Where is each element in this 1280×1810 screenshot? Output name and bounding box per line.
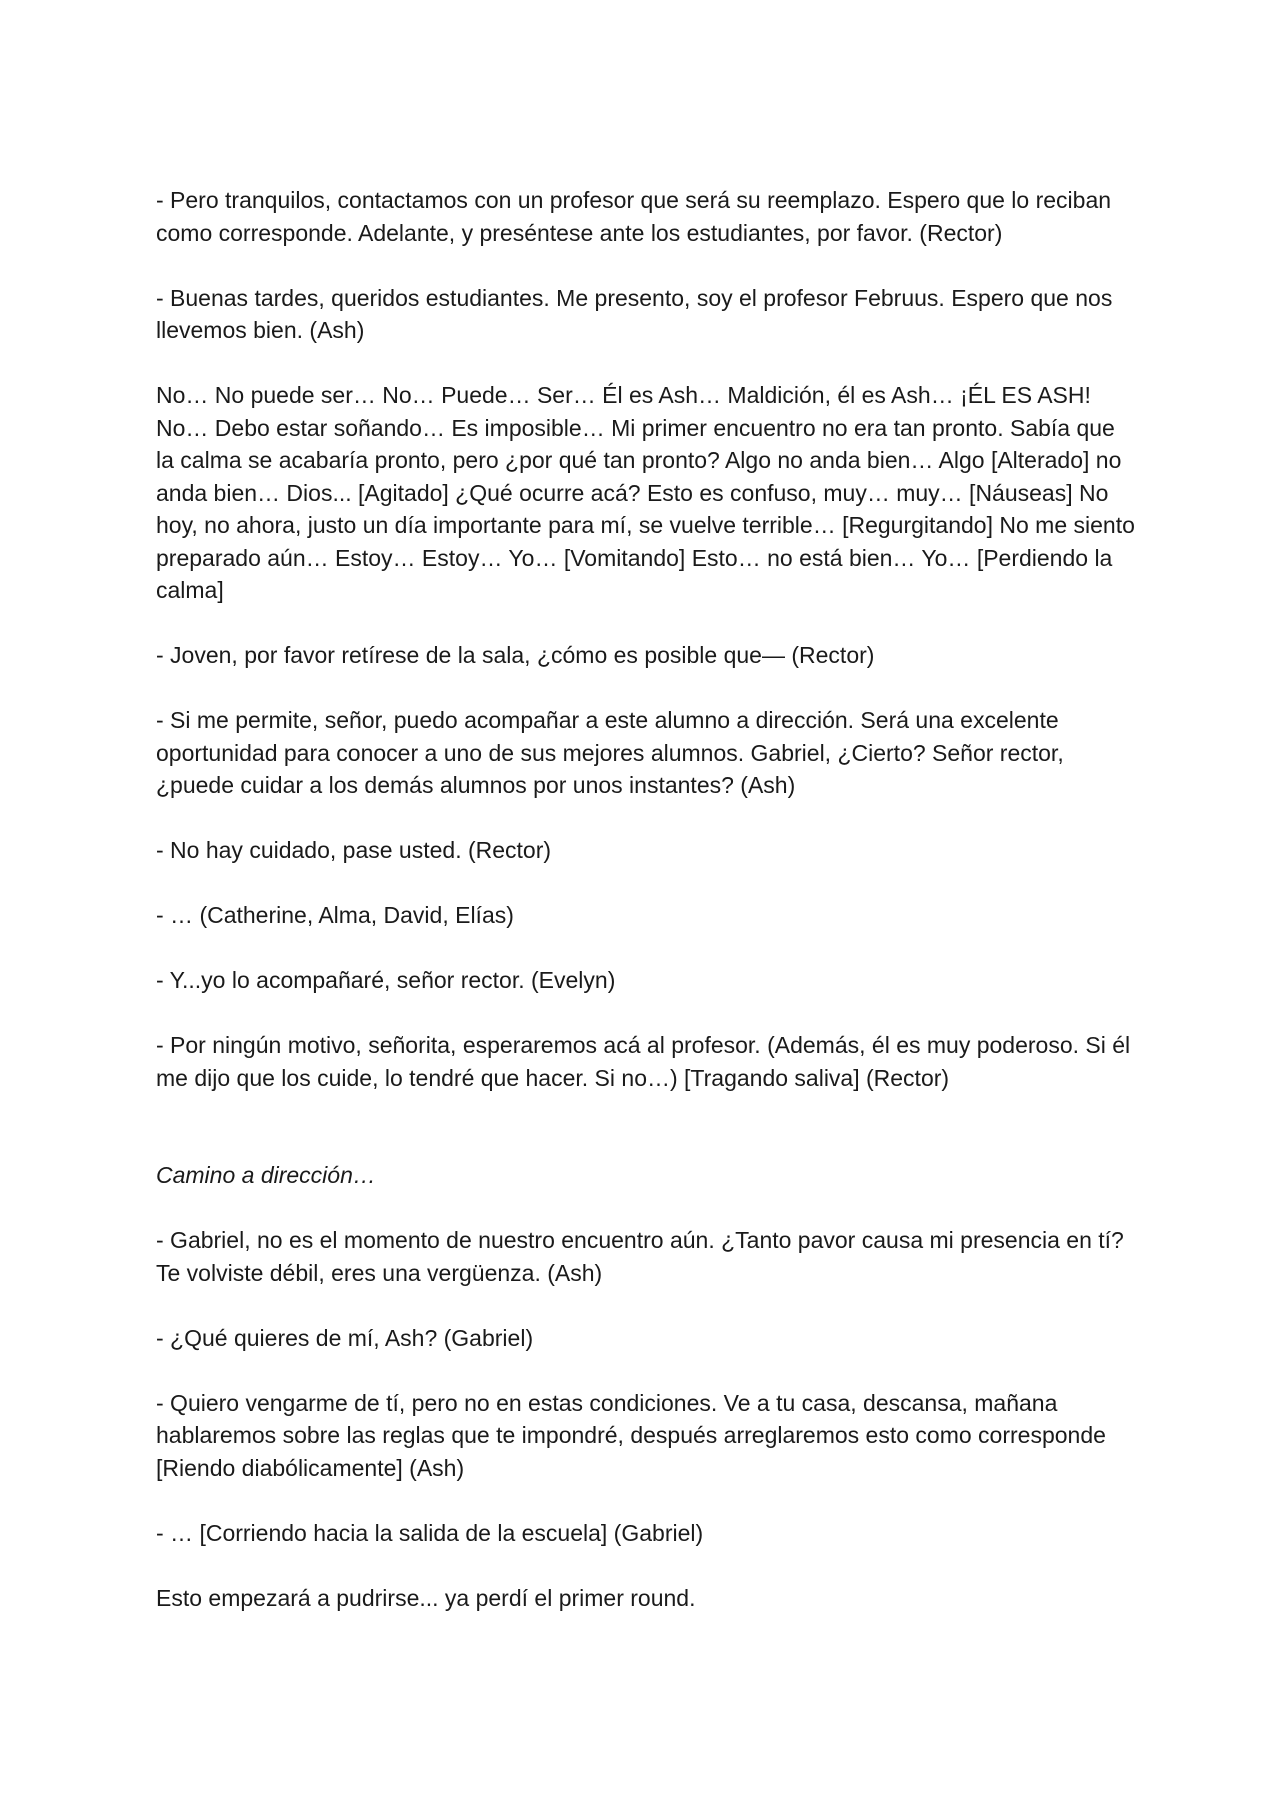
dialogue-paragraph: - Quiero vengarme de tí, pero no en estas condiciones. Ve a tu casa, descansa, mañana hablaremos sobre las reglas que te impondré, después arreglaremos esto como corresponde [Riendo diabólicamente] (Ash) [156, 1389, 1106, 1481]
dialogue-paragraph: - Buenas tardes, queridos estudiantes. Me presento, soy el profesor Februus. Espero que nos llevemos bien. (Ash) [156, 284, 1113, 343]
dialogue-paragraph: - Pero tranquilos, contactamos con un profesor que será su reemplazo. Espero que lo reciban como corresponde. Adelante, y preséntese ante los estudiantes, por favor. (Rector) [156, 187, 1112, 246]
dialogue-paragraph: - … (Catherine, Alma, David, Elías) [156, 902, 514, 928]
dialogue-paragraph: - Si me permite, señor, puedo acompañar a este alumno a dirección. Será una excelente oportunidad para conocer a uno de sus mejores alumnos. Gabriel, ¿Cierto? Señor rector, ¿puede cuidar a los demás alumnos por unos instantes? (Ash) [156, 707, 1064, 798]
dialogue-paragraph: - Joven, por favor retírese de la sala, ¿cómo es posible que— (Rector) [156, 642, 875, 668]
narration-paragraph: Esto empezará a pudrirse... ya perdí el primer round. [156, 1584, 696, 1611]
dialogue-paragraph: - Y...yo lo acompañaré, señor rector. (Evelyn) [156, 967, 616, 993]
dialogue-paragraph: - ¿Qué quieres de mí, Ash? (Gabriel) [156, 1324, 534, 1351]
document-body [156, 184, 1136, 1647]
scene-heading: Camino a dirección… [156, 1162, 376, 1188]
dialogue-paragraph: - No hay cuidado, pase usted. (Rector) [156, 837, 552, 863]
dialogue-paragraph: - Por ningún motivo, señorita, esperaremos acá al profesor. (Además, él es muy poderoso. Si él me dijo que los cuide, lo tendré que hacer. Si no…) [Tragando saliva] (Rector) [156, 1032, 1131, 1091]
narration-paragraph: No… No puede ser… No… Puede… Ser… Él es Ash… Maldición, él es Ash… ¡ÉL ES ASH! No… Debo estar soñando… Es imposible… Mi primer encuentro no era tan pronto. Sabía que la calma se acabaría pronto, pero ¿por qué tan pronto? Algo no anda bien… Algo [Alterado] no anda bien… Dios... [Agitado] ¿Qué ocurre acá? Esto es confuso, muy… muy… [Náuseas] No hoy, no ahora, justo un día importante para mí, se vuelve terrible… [Regurgitando] No me siento preparado aún… Estoy… Estoy… Yo… [Vomitando] Esto… no está bien… Yo… [Perdiendo la calma] [156, 382, 1135, 603]
dialogue-paragraph: - … [Corriendo hacia la salida de la escuela] (Gabriel) [156, 1519, 704, 1546]
dialogue-paragraph: - Gabriel, no es el momento de nuestro encuentro aún. ¿Tanto pavor causa mi presencia en tí? Te volviste débil, eres una vergüenza. (Ash) [156, 1227, 1124, 1286]
